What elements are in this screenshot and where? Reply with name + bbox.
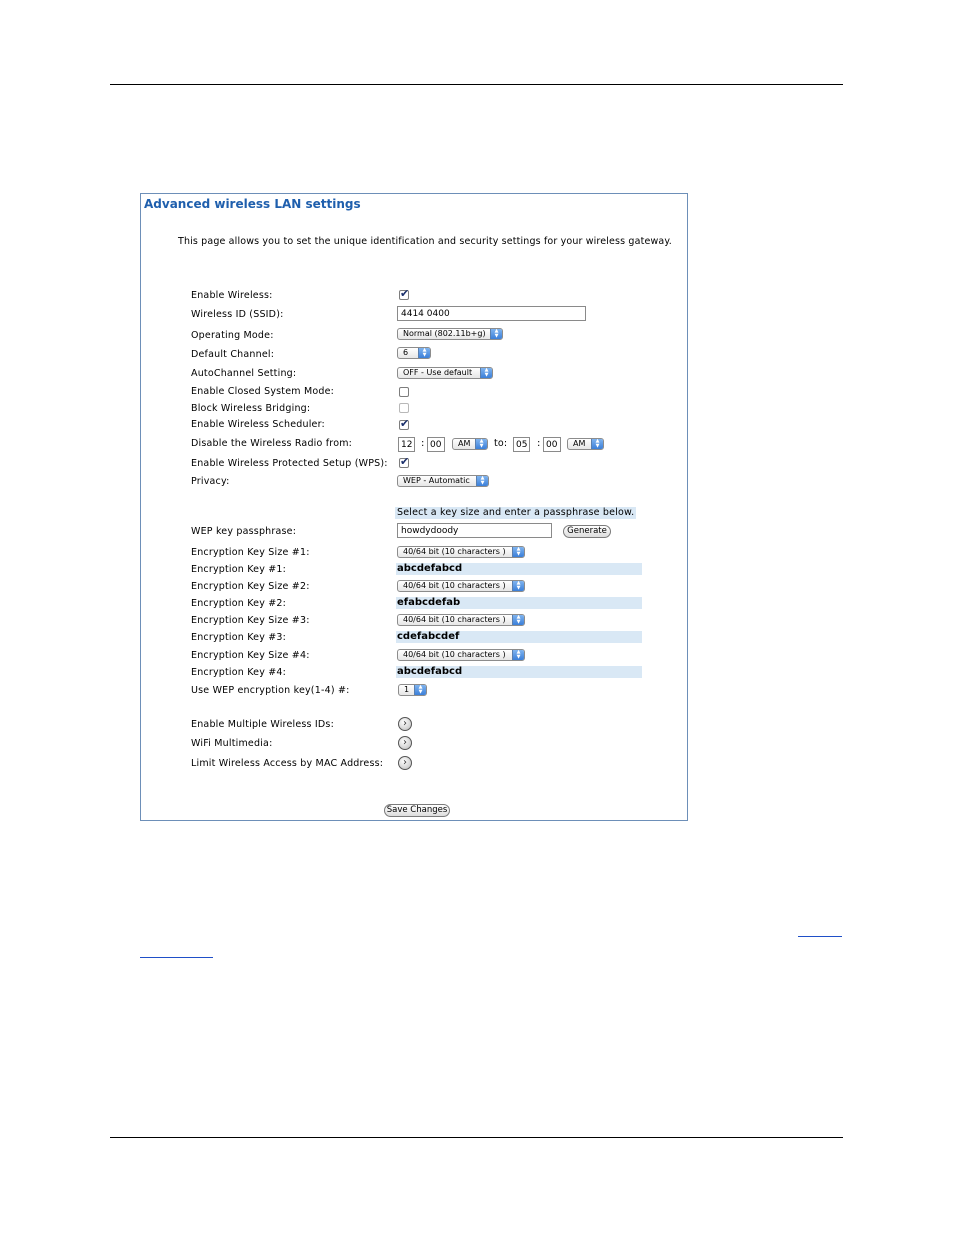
updown-arrows-icon: ▲ ▼ [476,476,488,486]
time-colon: : [421,438,425,449]
ssid-input[interactable]: 4414 0400 [397,306,586,321]
link-underline[interactable] [140,957,213,958]
wifi-multimedia-label: WiFi Multimedia: [191,738,273,749]
operating-mode-select[interactable] [397,328,503,340]
key-size-4-select[interactable] [397,649,525,661]
key-3-label: Encryption Key #3: [191,632,287,643]
closed-system-checkbox[interactable] [399,387,409,397]
header-rule [110,84,843,85]
default-channel-select[interactable] [397,347,431,359]
key-size-1-value: 40/64 bit (10 characters ) [403,547,506,556]
key-4-label: Encryption Key #4: [191,667,287,678]
operating-mode-label: Operating Mode: [191,330,274,341]
key-size-3-select[interactable] [397,614,525,626]
block-bridging-checkbox[interactable] [399,403,409,413]
to-ampm-value: AM [573,439,586,448]
mac-limit-label: Limit Wireless Access by MAC Address: [191,758,384,769]
block-bridging-label: Block Wireless Bridging: [191,403,311,414]
updown-arrows-icon: ▲ ▼ [480,368,492,378]
autochannel-value: OFF - Use default [403,368,473,377]
chevron-right-icon[interactable]: › [398,756,412,770]
default-channel-value: 6 [403,348,409,357]
key-2-value: efabcdefab [397,597,461,608]
from-hour-input[interactable]: 12 [398,437,415,452]
chevron-right-icon[interactable]: › [398,717,412,731]
panel-intro: This page allows you to set the unique identification and security settings for your wireless gateway. [178,236,672,247]
passphrase-label: WEP key passphrase: [191,526,297,537]
default-channel-label: Default Channel: [191,349,275,360]
save-changes-button[interactable]: Save Changes [384,804,450,817]
wps-label: Enable Wireless Protected Setup (WPS): [191,458,388,469]
use-key-select[interactable] [398,684,427,696]
key-2-label: Encryption Key #2: [191,598,287,609]
key-3-value: cdefabcdef [397,631,460,642]
key-size-4-label: Encryption Key Size #4: [191,650,310,661]
use-key-value: 1 [404,685,410,694]
enable-wireless-checkbox[interactable] [399,290,409,300]
key-size-3-value: 40/64 bit (10 characters ) [403,615,506,624]
privacy-value: WEP - Automatic [403,476,470,485]
updown-arrows-icon: ▲ ▼ [475,439,487,449]
updown-arrows-icon: ▲ ▼ [512,650,524,660]
key-size-2-value: 40/64 bit (10 characters ) [403,581,506,590]
updown-arrows-icon: ▲ ▼ [414,685,426,695]
to-ampm-select[interactable] [567,438,604,450]
key-1-label: Encryption Key #1: [191,564,287,575]
key-size-1-label: Encryption Key Size #1: [191,547,310,558]
scheduler-label: Enable Wireless Scheduler: [191,419,325,430]
key-4-value: abcdefabcd [397,666,463,677]
updown-arrows-icon: ▲ ▼ [512,615,524,625]
privacy-label: Privacy: [191,476,230,487]
key-size-2-select[interactable] [397,580,525,592]
from-ampm-select[interactable] [452,438,488,450]
disable-radio-label: Disable the Wireless Radio from: [191,438,353,449]
autochannel-select[interactable] [397,367,493,379]
from-ampm-value: AM [458,439,471,448]
panel-title: Advanced wireless LAN settings [144,197,361,211]
autochannel-label: AutoChannel Setting: [191,368,297,379]
updown-arrows-icon: ▲ ▼ [512,581,524,591]
passphrase-hint: Select a key size and enter a passphrase below. [397,507,635,518]
passphrase-input[interactable]: howdydoody [397,523,552,538]
operating-mode-value: Normal (802.11b+g) [403,329,486,338]
chevron-right-icon[interactable]: › [398,736,412,750]
to-minute-input[interactable]: 00 [543,437,561,452]
advanced-wireless-panel [140,193,688,821]
footer-rule [110,1137,843,1138]
updown-arrows-icon: ▲ ▼ [490,329,502,339]
key-1-value: abcdefabcd [397,563,463,574]
privacy-select[interactable] [397,475,489,487]
key-size-2-label: Encryption Key Size #2: [191,581,310,592]
updown-arrows-icon: ▲ ▼ [418,348,430,358]
time-colon: : [537,438,541,449]
key-size-3-label: Encryption Key Size #3: [191,615,310,626]
multiple-ids-label: Enable Multiple Wireless IDs: [191,719,334,730]
key-size-1-select[interactable] [397,546,525,558]
to-label: to: [494,438,508,449]
closed-system-label: Enable Closed System Mode: [191,386,335,397]
link-underline[interactable] [798,936,842,937]
updown-arrows-icon: ▲ ▼ [591,439,603,449]
to-hour-input[interactable]: 05 [513,437,530,452]
scheduler-checkbox[interactable] [399,420,409,430]
generate-button[interactable]: Generate [563,525,611,538]
ssid-label: Wireless ID (SSID): [191,309,284,320]
from-minute-input[interactable]: 00 [427,437,445,452]
use-key-label: Use WEP encryption key(1-4) #: [191,685,350,696]
updown-arrows-icon: ▲ ▼ [512,547,524,557]
wps-checkbox[interactable] [399,458,409,468]
enable-wireless-label: Enable Wireless: [191,290,273,301]
key-size-4-value: 40/64 bit (10 characters ) [403,650,506,659]
